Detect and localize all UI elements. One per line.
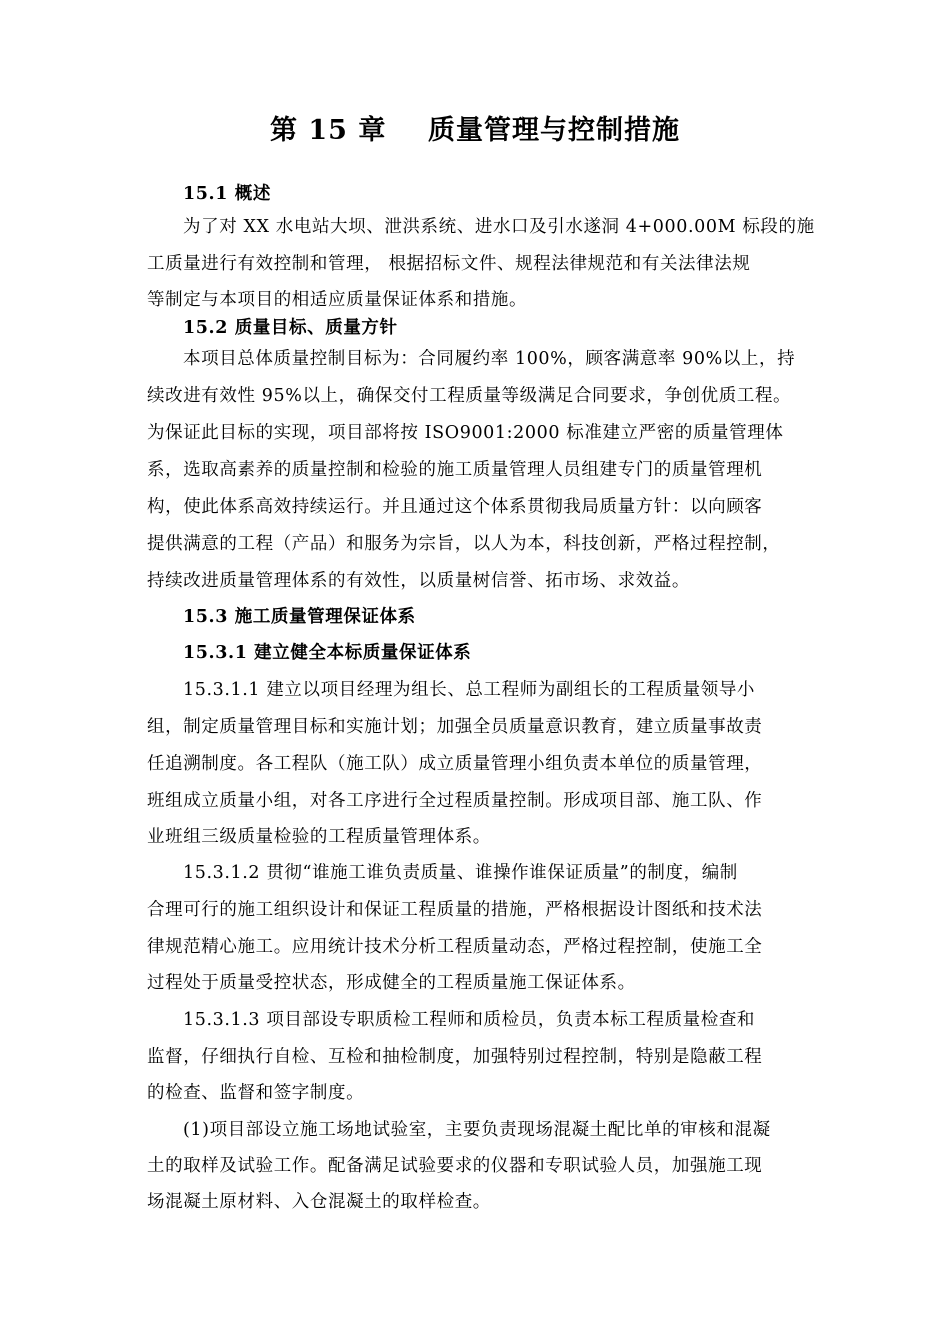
paragraph-line: 续改进有效性 95%以上，确保交付工程质量等级满足合同要求，争创优质工程。 — [147, 386, 792, 406]
paragraph-line: 为保证此目标的实现，项目部将按 ISO9001:2000 标准建立严密的质量管理体 — [147, 423, 784, 443]
paragraph-line: 业班组三级质量检验的工程质量管理体系。 — [147, 827, 491, 847]
paragraph-line: 合理可行的施工组织设计和保证工程质量的措施，严格根据设计图纸和技术法 — [147, 900, 763, 920]
section-heading-15-3: 15.3 施工质量管理保证体系 — [183, 607, 416, 627]
paragraph-line: 监督，仔细执行自检、互检和抽检制度，加强特别过程控制，特别是隐蔽工程 — [147, 1047, 763, 1067]
paragraph-line: 15.3.1.2 贯彻“谁施工谁负责质量、谁操作谁保证质量”的制度，编制 — [183, 863, 738, 883]
paragraph-line: 任追溯制度。各工程队（施工队）成立质量管理小组负责本单位的质量管理， — [147, 754, 763, 774]
paragraph-line: 律规范精心施工。应用统计技术分析工程质量动态，严格过程控制，使施工全 — [147, 937, 763, 957]
paragraph-line: 15.3.1.1 建立以项目经理为组长、总工程师为副组长的工程质量领导小 — [183, 680, 756, 700]
paragraph-line: 持续改进质量管理体系的有效性，以质量树信誉、拓市场、求效益。 — [147, 571, 690, 591]
paragraph-line: 工质量进行有效控制和管理， 根据招标文件、规程法律规范和有关法律法规 — [147, 254, 751, 274]
paragraph-line: 的检查、监督和签字制度。 — [147, 1083, 365, 1103]
paragraph-line: 构，使此体系高效持续运行。并且通过这个体系贯彻我局质量方针：以向顾客 — [147, 497, 763, 517]
paragraph-line: 系，选取高素养的质量控制和检验的施工质量管理人员组建专门的质量管理机 — [147, 460, 763, 480]
chapter-title: 第 15 章 质量管理与控制措施 — [270, 115, 680, 146]
section-heading-15-2: 15.2 质量目标、质量方针 — [183, 318, 398, 338]
paragraph-line: 为了对 XX 水电站大坝、泄洪系统、进水口及引水遂洞 4+000.00M 标段的施 — [183, 217, 815, 237]
paragraph-line: 等制定与本项目的相适应质量保证体系和措施。 — [147, 290, 528, 310]
paragraph-line: 土的取样及试验工作。配备满足试验要求的仪器和专职试验人员，加强施工现 — [147, 1156, 763, 1176]
paragraph-line: 提供满意的工程（产品）和服务为宗旨，以人为本，科技创新，严格过程控制， — [147, 534, 781, 554]
paragraph-line: 组，制定质量管理目标和实施计划；加强全员质量意识教育，建立质量事故责 — [147, 717, 763, 737]
paragraph-line: (1)项目部设立施工场地试验室，主要负责现场混凝土配比单的审核和混凝 — [183, 1120, 771, 1140]
paragraph-line: 本项目总体质量控制目标为：合同履约率 100%，顾客满意率 90%以上，持 — [183, 349, 796, 369]
paragraph-line: 过程处于质量受控状态，形成健全的工程质量施工保证体系。 — [147, 973, 636, 993]
section-heading-15-3-1: 15.3.1 建立健全本标质量保证体系 — [183, 643, 472, 663]
paragraph-line: 15.3.1.3 项目部设专职质检工程师和质检员，负责本标工程质量检查和 — [183, 1010, 756, 1030]
section-heading-15-1: 15.1 概述 — [183, 184, 271, 204]
paragraph-line: 场混凝土原材料、入仓混凝土的取样检查。 — [147, 1192, 491, 1212]
paragraph-line: 班组成立质量小组，对各工序进行全过程质量控制。形成项目部、施工队、作 — [147, 791, 763, 811]
